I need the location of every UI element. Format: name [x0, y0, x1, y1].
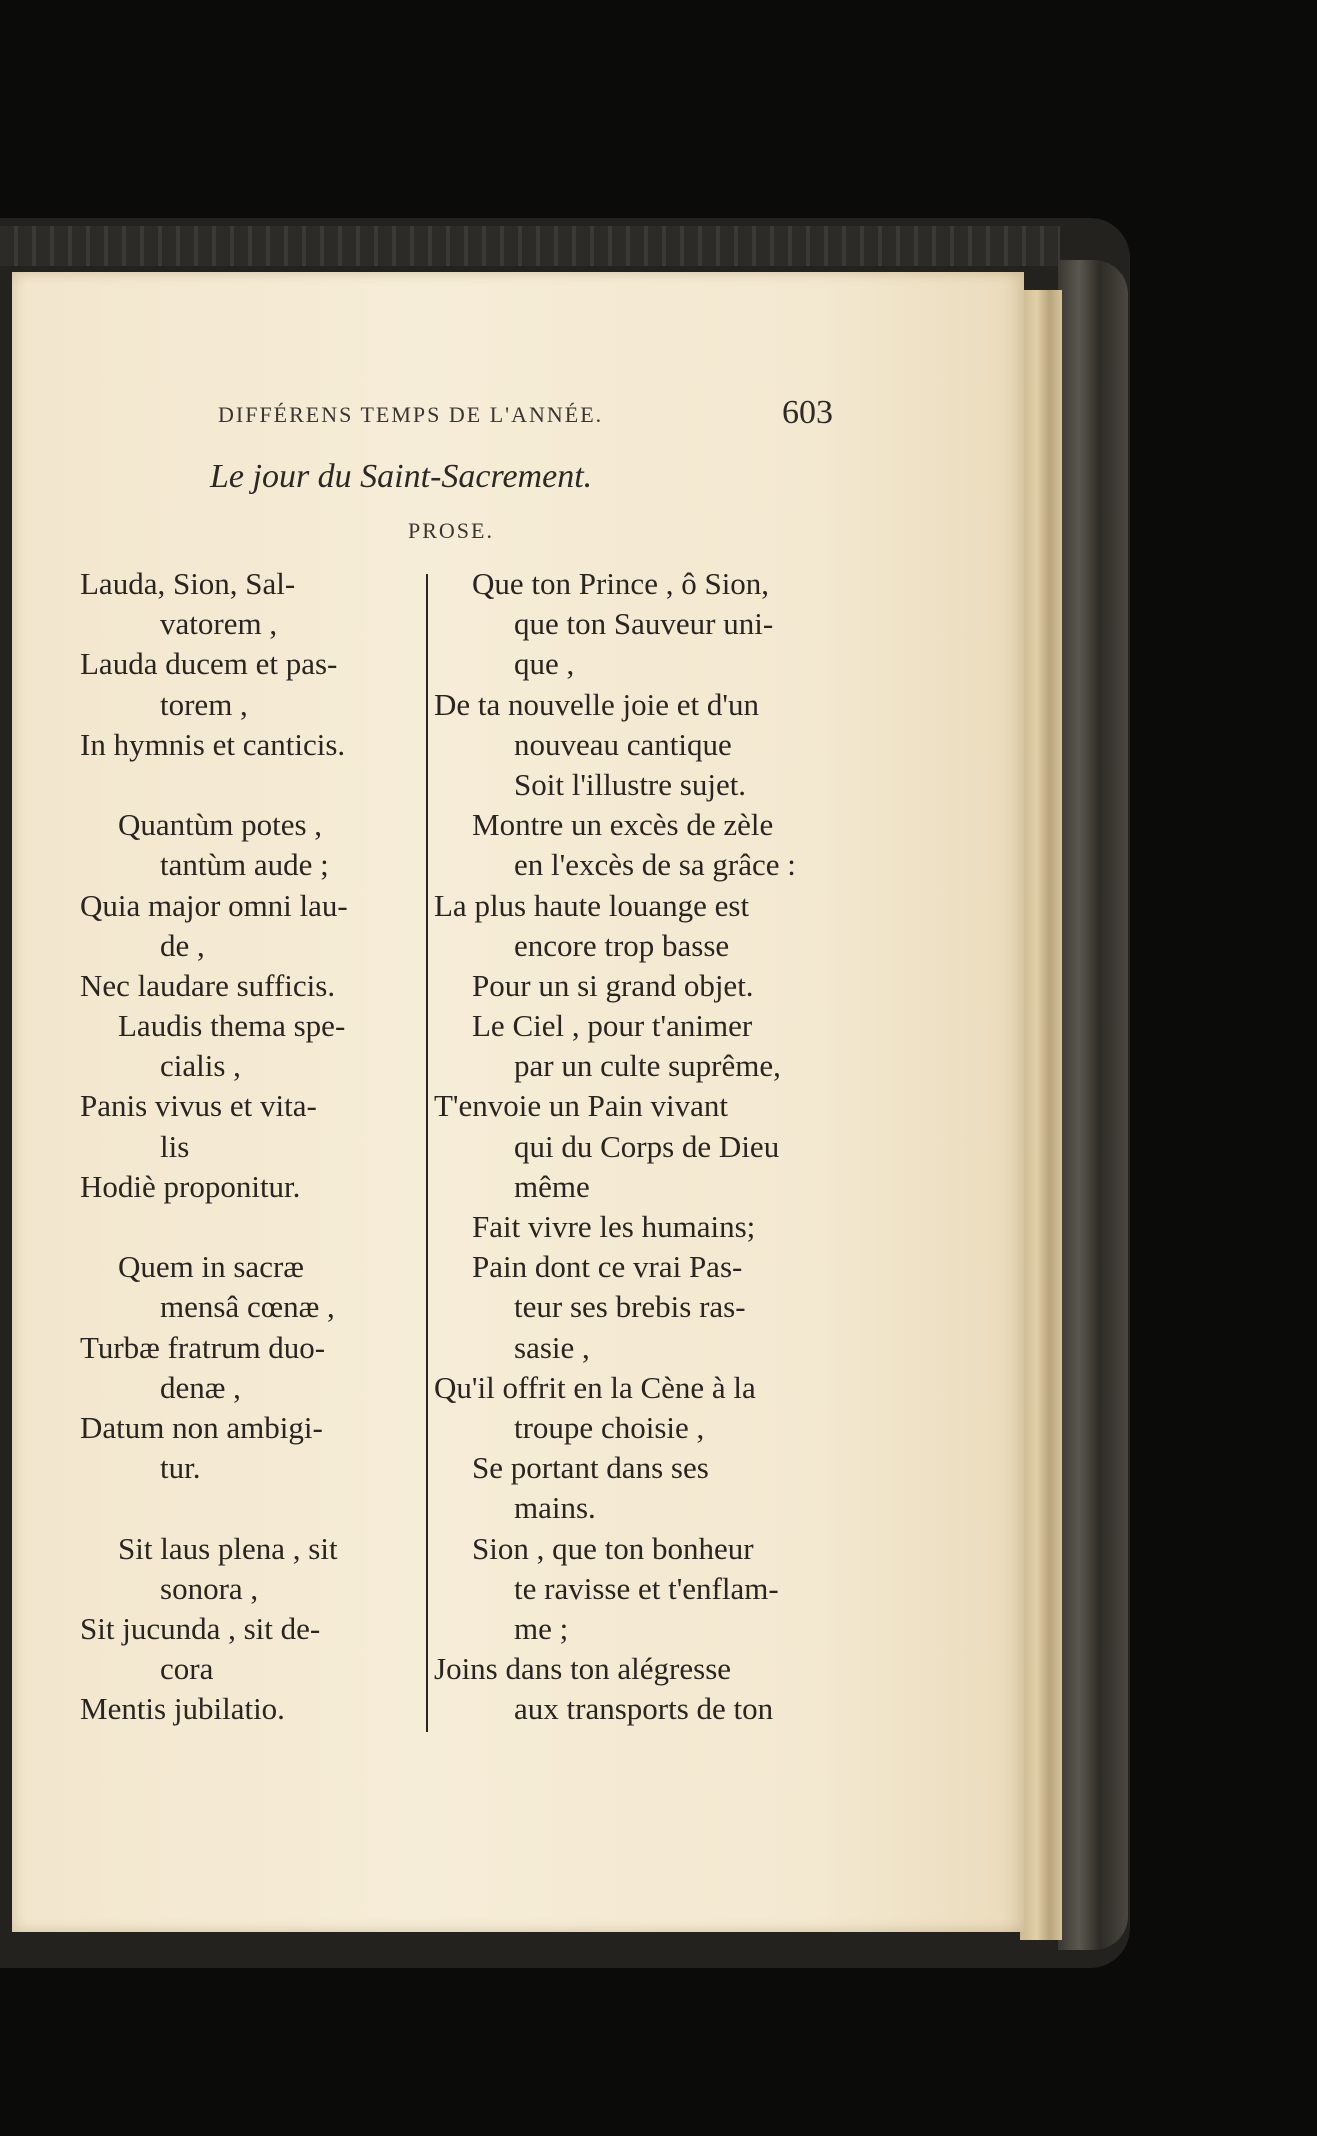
- book-top-edge: [0, 226, 1060, 266]
- french-line: troupe choisie ,: [514, 1409, 705, 1445]
- stanza-gap: [80, 765, 415, 805]
- french-line: sasie ,: [514, 1329, 590, 1365]
- latin-line: tantùm aude ;: [160, 847, 329, 883]
- running-head: DIFFÉRENS TEMPS DE L'ANNÉE.: [218, 402, 604, 427]
- latin-line: Turbæ fratrum duo-: [80, 1329, 326, 1365]
- french-line: Soit l'illustre sujet.: [514, 766, 747, 802]
- french-column: [434, 564, 854, 1729]
- french-line: aux transports de ton: [514, 1691, 774, 1727]
- latin-line: mensâ cœnæ ,: [160, 1289, 335, 1325]
- latin-line: Laudis thema spe-: [118, 1008, 346, 1044]
- french-line: encore trop basse: [514, 927, 730, 963]
- latin-line: In hymnis et canticis.: [80, 726, 346, 762]
- latin-line: cora: [160, 1651, 214, 1687]
- latin-line: lis: [160, 1128, 190, 1164]
- latin-line: Datum non ambigi-: [80, 1409, 323, 1445]
- french-line: Qu'il offrit en la Cène à la: [434, 1369, 756, 1405]
- latin-line: torem ,: [160, 686, 248, 722]
- latin-line: Sit jucunda , sit de-: [80, 1610, 321, 1646]
- french-line: par un culte suprême,: [514, 1048, 781, 1084]
- latin-line: tur.: [160, 1450, 201, 1486]
- page-number: 603: [782, 394, 833, 431]
- latin-line: vatorem ,: [160, 606, 278, 642]
- french-line: Fait vivre les humains;: [472, 1209, 756, 1244]
- latin-line: denæ ,: [160, 1369, 241, 1405]
- latin-line: Mentis jubilatio.: [80, 1691, 285, 1727]
- latin-line: Lauda, Sion, Sal-: [80, 566, 296, 601]
- french-line: me ;: [514, 1610, 569, 1646]
- french-line: en l'excès de sa grâce :: [514, 847, 796, 883]
- stanza-gap: [80, 1488, 415, 1528]
- french-line: La plus haute louange est: [434, 887, 750, 923]
- latin-line: Quantùm potes ,: [118, 807, 323, 843]
- french-line: Le Ciel , pour t'animer: [472, 1008, 753, 1044]
- latin-line: Panis vivus et vita-: [80, 1088, 317, 1124]
- latin-line: sonora ,: [160, 1570, 259, 1606]
- french-line: même: [514, 1168, 590, 1204]
- french-line: mains.: [514, 1490, 596, 1526]
- page-title: Le jour du Saint-Sacrement.: [210, 458, 593, 495]
- latin-column: [80, 564, 415, 1729]
- french-line: Se portant dans ses: [472, 1450, 709, 1486]
- french-line: Pain dont ce vrai Pas-: [472, 1249, 743, 1285]
- french-line: te ravisse et t'enflam-: [514, 1570, 779, 1606]
- book-fore-edge: [1058, 260, 1128, 1950]
- french-line: T'envoie un Pain vivant: [434, 1088, 729, 1124]
- french-line: Sion , que ton bonheur: [472, 1530, 754, 1566]
- latin-line: de ,: [160, 927, 205, 963]
- french-line: qui du Corps de Dieu: [514, 1128, 780, 1164]
- french-line: Que ton Prince , ô Sion,: [472, 566, 770, 601]
- latin-line: cialis ,: [160, 1048, 241, 1084]
- latin-line: Quem in sacræ: [118, 1249, 304, 1285]
- column-divider: [426, 574, 428, 1732]
- french-line: Joins dans ton alégresse: [434, 1651, 732, 1687]
- latin-line: Nec laudare sufficis.: [80, 967, 336, 1003]
- section-subtitle: PROSE.: [408, 518, 494, 543]
- french-line: que ton Sauveur uni-: [514, 606, 774, 642]
- french-line: que ,: [514, 646, 575, 682]
- latin-line: Hodiè proponitur.: [80, 1168, 301, 1204]
- page-stack-edge: [1020, 290, 1062, 1940]
- french-line: teur ses brebis ras-: [514, 1289, 746, 1325]
- latin-line: Lauda ducem et pas-: [80, 646, 338, 682]
- latin-line: Sit laus plena , sit: [118, 1530, 338, 1566]
- french-line: Montre un excès de zèle: [472, 807, 774, 843]
- french-line: Pour un si grand objet.: [472, 967, 754, 1003]
- french-line: nouveau cantique: [514, 726, 732, 762]
- french-line: De ta nouvelle joie et d'un: [434, 686, 759, 722]
- stanza-gap: [80, 1207, 415, 1247]
- latin-line: Quia major omni lau-: [80, 887, 348, 923]
